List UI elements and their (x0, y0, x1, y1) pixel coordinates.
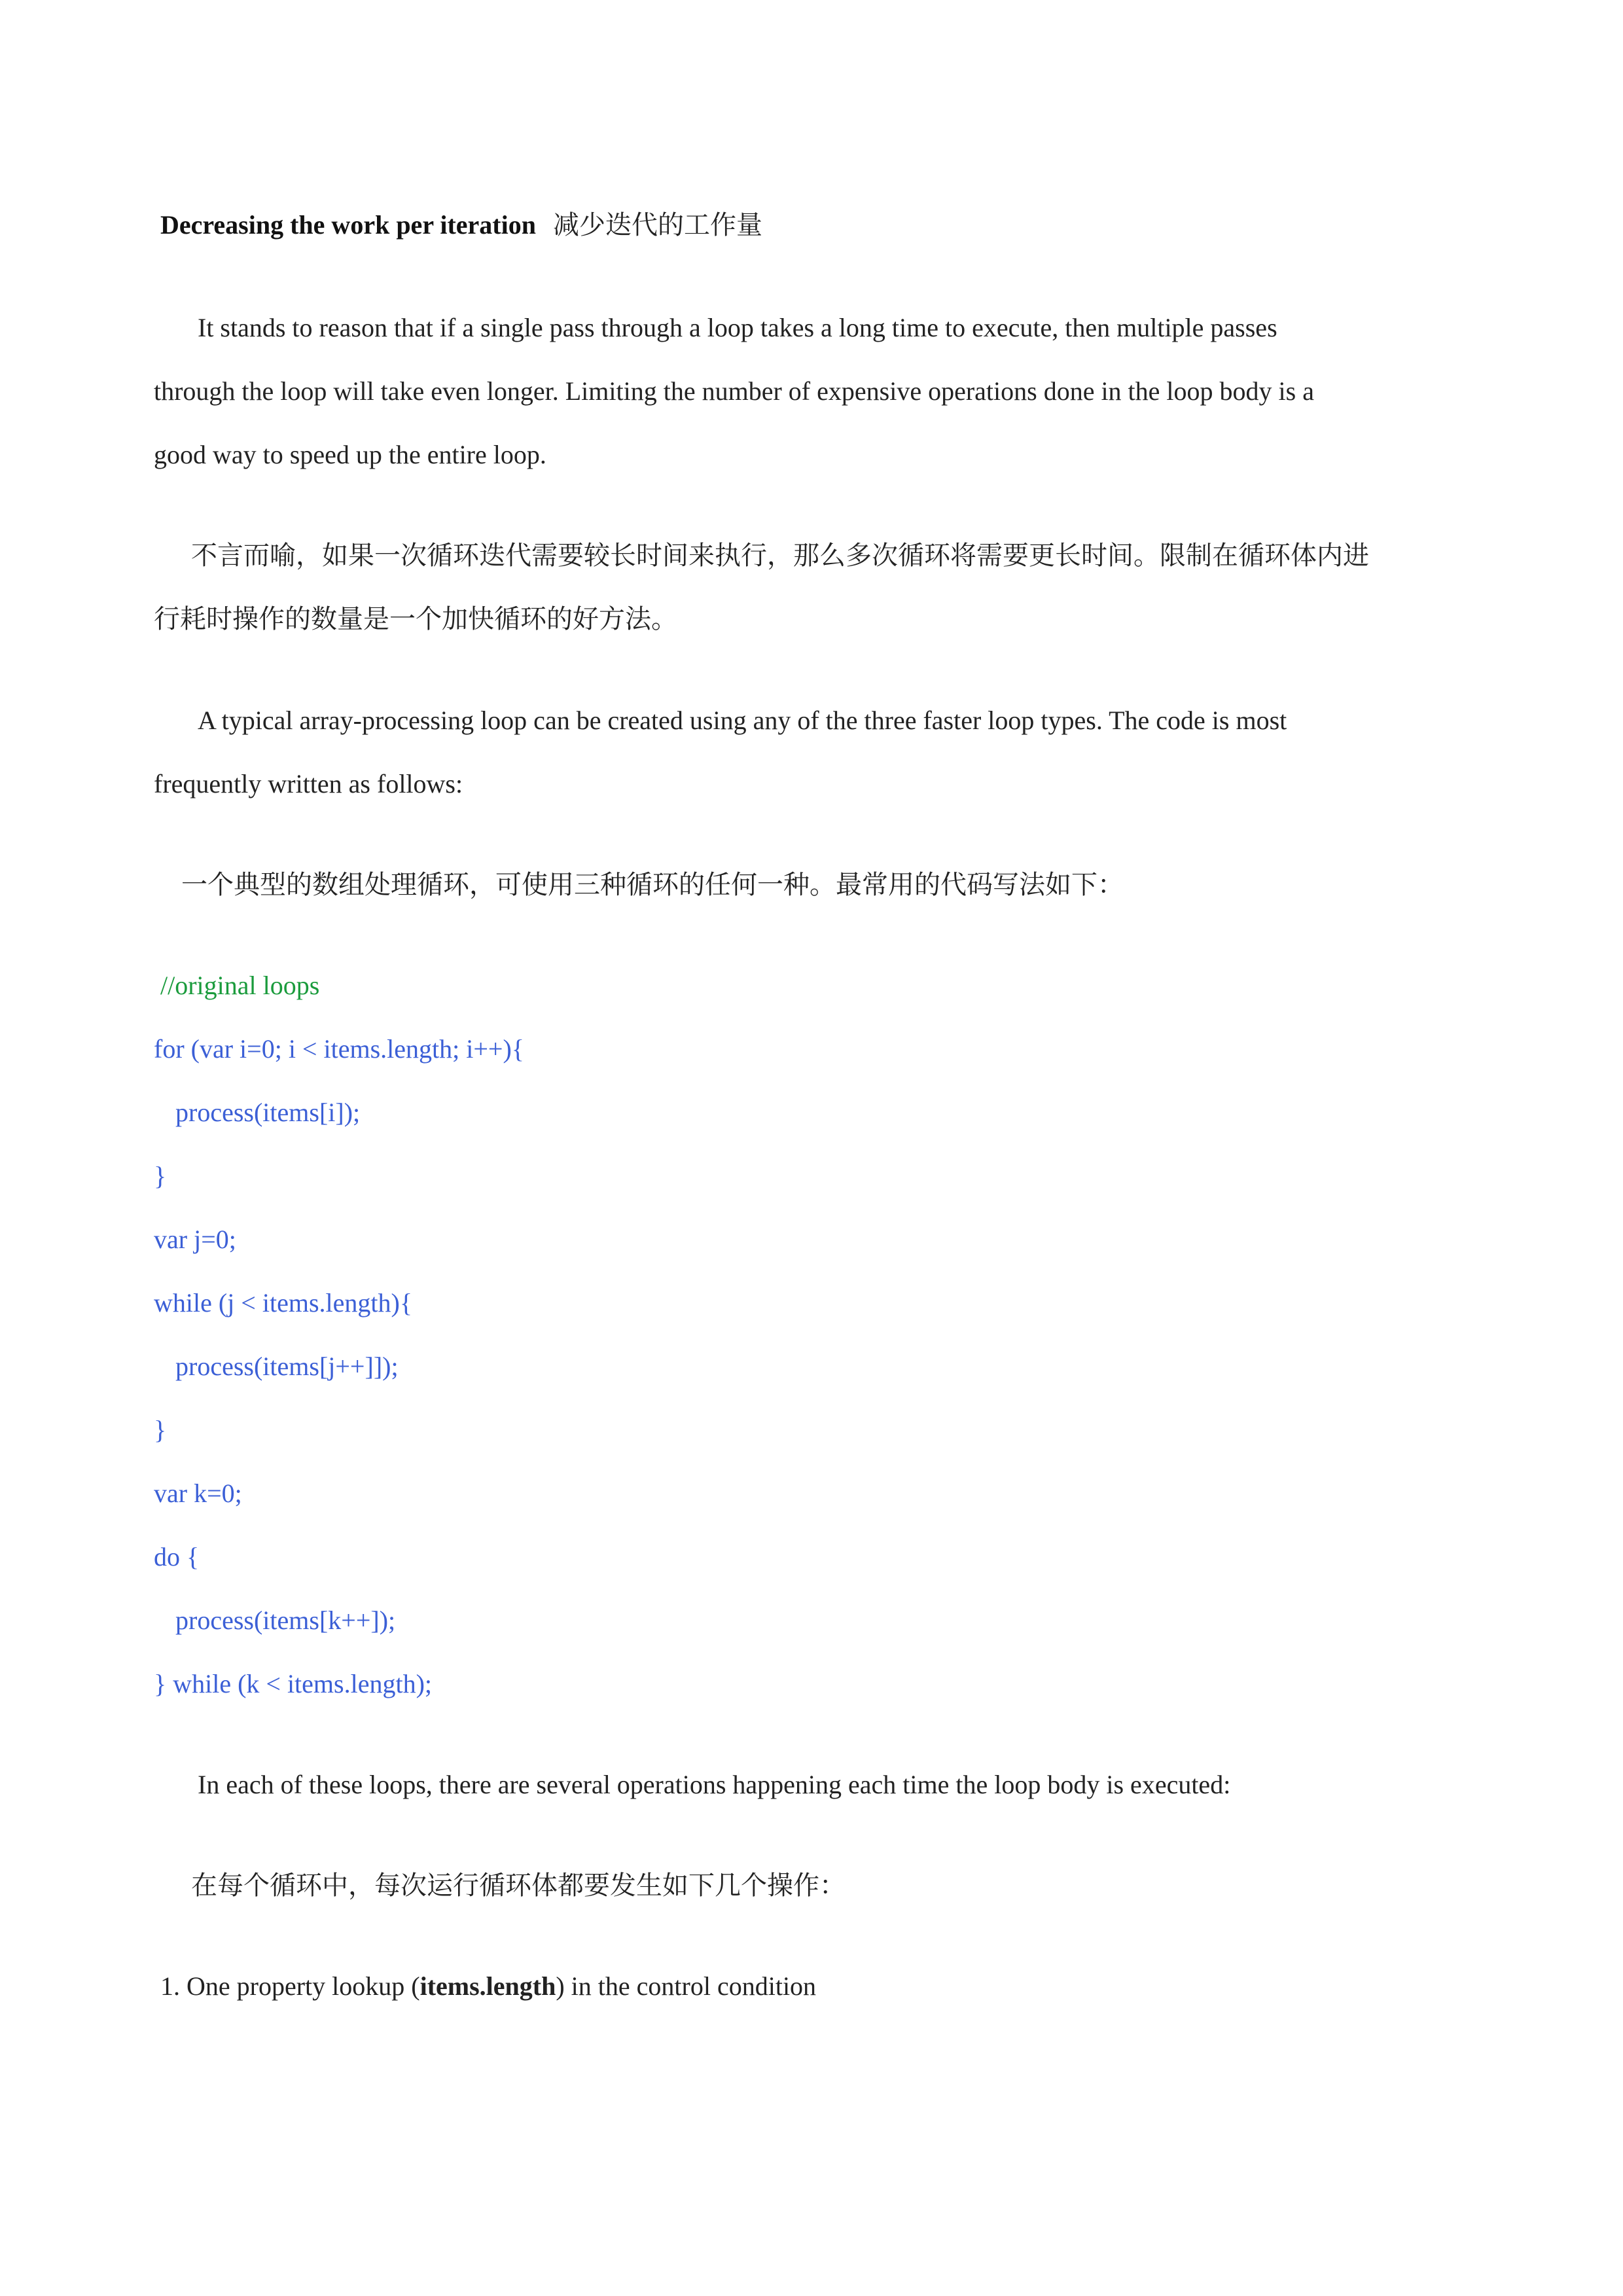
list-item-bold-code: items.length (419, 1971, 556, 2001)
paragraph-2-line-1: A typical array-processing loop can be created using any of the three faster loop types. The code is most (198, 706, 1287, 735)
paragraph-2-line-2: frequently written as follows: (154, 769, 463, 798)
code-line: process(items[k++]); (175, 1605, 396, 1635)
code-line: do { (154, 1542, 200, 1571)
list-item-text-before: One property lookup ( (187, 1971, 420, 2001)
list-item-1 (160, 1971, 816, 2002)
code-line: while (j < items.length){ (154, 1288, 413, 1318)
paragraph-3: In each of these loops, there are several operations happening each time the loop body is executed: (198, 1770, 1231, 1799)
heading-chinese: 减少迭代的工作量 (552, 210, 762, 240)
code-comment: //original loops (160, 971, 320, 1000)
paragraph-2-cn: 一个典型的数组处理循环，可使用三种循环的任何一种。最常用的代码写法如下： (181, 870, 1124, 900)
paragraph-3-cn: 在每个循环中，每次运行循环体都要发生如下几个操作： (191, 1871, 846, 1901)
code-line: } (154, 1161, 167, 1191)
code-line: process(items[i]); (175, 1098, 361, 1127)
code-line: } (154, 1415, 167, 1444)
code-line: } while (k < items.length); (154, 1669, 433, 1698)
paragraph-1-line-3: good way to speed up the entire loop. (154, 440, 546, 469)
code-line: for (var i=0; i < items.length; i++){ (154, 1034, 524, 1064)
section-heading (160, 209, 762, 241)
paragraph-1-line-2: through the loop will take even longer. Limiting the number of expensive operations done in the loop body is a (154, 376, 1314, 406)
code-line: var j=0; (154, 1225, 236, 1254)
heading-english: Decreasing the work per iteration (160, 210, 536, 240)
code-line: var k=0; (154, 1479, 242, 1508)
list-item-text-after: ) in the control condition (556, 1971, 817, 2001)
paragraph-1-cn-line-1: 不言而喻，如果一次循环迭代需要较长时间来执行，那么多次循环将需要更长时间。限制在循环体内进 (191, 541, 1369, 571)
code-line: process(items[j++]]); (175, 1352, 399, 1381)
paragraph-1-line-1: It stands to reason that if a single pass through a loop takes a long time to execute, then multiple passes (198, 313, 1277, 342)
paragraph-1-cn-line-2: 行耗时操作的数量是一个加快循环的好方法。 (154, 604, 677, 634)
list-item-number: 1. (160, 1971, 180, 2001)
